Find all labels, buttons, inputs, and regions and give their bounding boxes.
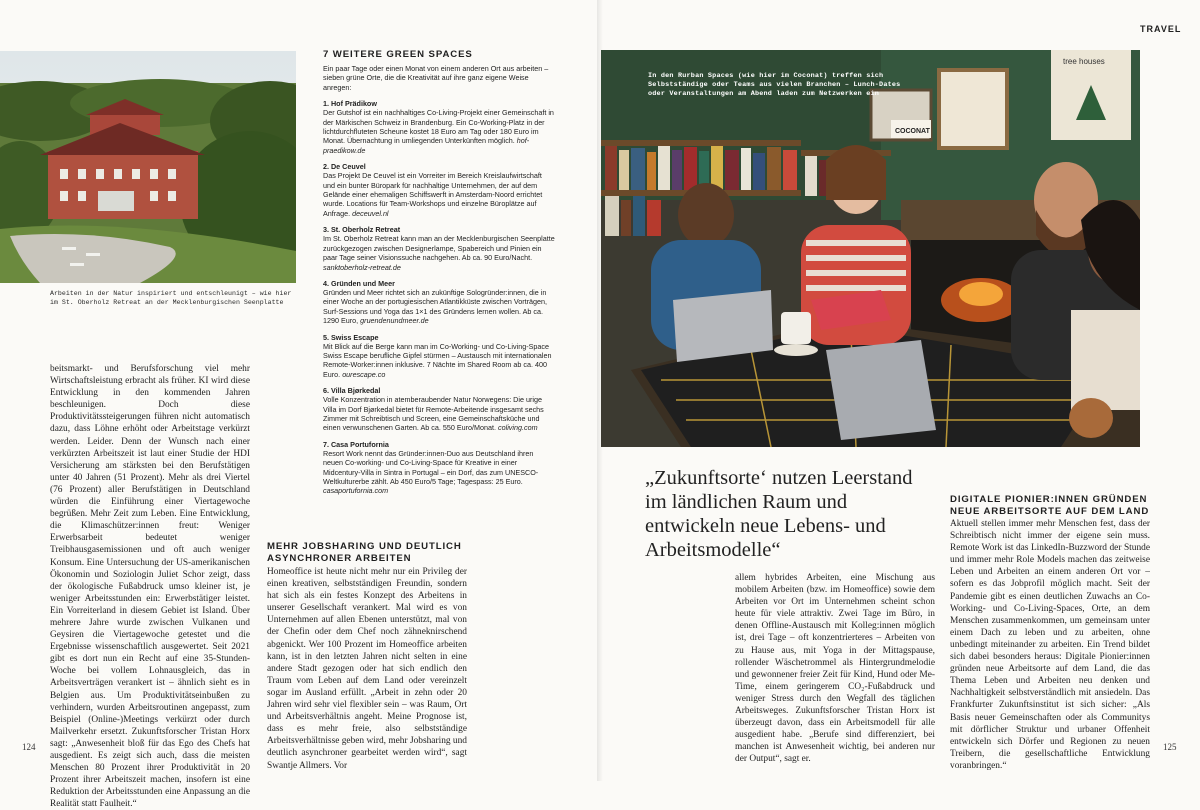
left-photo <box>0 51 296 283</box>
green-space-body: Gründen und Meer richtet sich an zukünftige Sologründer:innen, die in einer Woche an der portugiesischen Atlantikküste zwischen Vorträgen, Surf-Sessions und Yoga das 1×1 des Gründens lernen wollen. Ab ca. 1290 Euro, <box>323 287 548 326</box>
right-photo <box>601 50 1140 447</box>
green-space-item <box>323 386 555 433</box>
green-spaces-intro: Ein paar Tage oder einen Monat von einem anderen Ort aus arbeiten – sieben grüne Orte, die die Kreativität auf ihre ganz eigene Weise anregen: <box>323 64 549 92</box>
jobsharing-body: Homeoffice ist heute nicht mehr nur ein Privileg der einen kreativen, selbstständigen Freundin, sondern hat sich als ein festes Konzept des Arbeitens in unserer Gesellschaft verankert. Mal wird es von Unternehmen auf allen Ebenen unterstützt, mal von der Chefin oder dem Chef noch zähneknirschend abgenickt. Wer 100 Prozent im Homeoffice arbeiten kann, ist in den letzten Jahren nicht selten in eine andere Stadt gezogen oder hat sich endlich den Traum vom Leben auf dem Land oder vereinzelt sogar im Ausland erfüllt. „Arbeit in zehn oder 20 Jahren wird sehr viel flexibler sein – was Raum, Ort und Arbeitsverhältnis angeht. Meine Prognose ist, dass es mehr freie, also selbstständige Arbeitsverhältnisse geben wird, mehr Jobsharing und deutlich asynchroner gearbeitet werden wird“, sagt Swantje Allmers. Vor <box>267 567 467 771</box>
green-space-link[interactable]: coliving.com <box>498 423 538 433</box>
tree-houses-poster-text: tree houses <box>1063 57 1105 66</box>
green-space-body: Der Gutshof ist ein nachhaltiges Co-Living-Projekt einer Gemeinschaft in der Märkischen Schweiz in Brandenburg. Ein Co-Working-Platz in der lichtdurchfluteten Scheune kostet 18 Euro am Tag oder 180 Euro im Monat. Übernachtung in umliegenden Unterkünften möglich. <box>323 108 554 146</box>
green-space-description <box>323 449 555 496</box>
page-number-right: 125 <box>1163 742 1177 752</box>
left-photo-caption: Arbeiten in der Natur inspiriert und entschleunigt – wie hier im St. Oberholz Retreat an der Mecklenburgischen Seenplatte <box>50 290 292 306</box>
green-spaces-box <box>323 49 555 503</box>
green-space-title: 2. De Ceuvel <box>323 162 366 172</box>
green-space-title: 4. Gründen und Meer <box>323 278 395 288</box>
pull-quote: „Zukunftsorte‘ nutzen Leerstand im ländlichen Raum und entwickeln neue Lebens- und Arbeitsmodelle“ <box>645 467 913 561</box>
jobsharing-heading: MEHR JOBSHARING UND DEUTLICH ASYNCHRONER ARBEITEN <box>267 541 462 564</box>
green-space-body: Das Projekt De Ceuvel ist ein Vorreiter im Bereich Kreislaufwirtschaft und ein bunter Büropark für nachhaltige Unternehmen, der auf dem Gelände einer ehemaligen Schiffswerft in Amsterdam-Noord errichtet wurde. Locations für Team-Workshops und einzelne Büroplätze auf Anfrage. <box>323 171 543 218</box>
green-space-description <box>323 171 555 218</box>
green-space-body: Mit Blick auf die Berge kann man im Co-Working- und Co-Living-Space Swiss Escape berufliche Gipfel stürmen – Austausch mit internationalen Remote-Worker:innen inklusive. 7 Nächte im Shared Room ab ca. 400 Euro. <box>323 341 552 379</box>
green-space-body: Resort Work nennt das Gründer:innen-Duo aus Deutschland ihren neuen Co-working- und Co-Living-Space für Kreative in einer Midcentury-Villa in Sintra in Portugal – ein Dorf, das zum UNESCO-Weltkulturerbe zählt. Ab 450 Euro/5 Tage; Tagespass: 25 Euro. <box>323 448 539 486</box>
green-space-item <box>323 162 555 218</box>
green-spaces-heading: 7 WEITERE GREEN SPACES <box>323 49 473 60</box>
coconat-card-text: COCONAT <box>895 128 930 135</box>
green-space-body: Volle Konzentration in atemberaubender Natur Norwegens: Die urige Villa im Dorf Bjørkedal bietet für Remote-Arbeitende insgesamt sechs Zimmer mit Schreibtisch und Screen, eine Gemeinschaftsküche und einen verwunschenen Garten. Ab ca. 550 Euro/Monat. <box>323 395 544 433</box>
green-space-description <box>323 342 555 380</box>
green-space-item <box>323 225 555 272</box>
green-space-link[interactable]: deceuvel.nl <box>352 208 389 218</box>
green-space-title: 1. Hof Prädikow <box>323 99 377 109</box>
green-space-link[interactable]: ourescape.co <box>342 369 386 379</box>
green-space-link[interactable]: hof-praedikow.de <box>323 136 530 155</box>
green-space-description <box>323 395 555 433</box>
right-middle-text: allem hybrides Arbeiten, eine Mischung aus mobilem Arbeiten (bzw. im Homeoffice) sowie dem Arbeiten vor Ort im Unternehmen scheint schon heute für viele attraktiv. Zwei Tage im Büro, in denen Offline-Austausch mit Kolleg:innen möglich ist, drei Tage – oft konzentrierteres – Arbeiten von zu Hause aus, mit Yoga in der Mittagspause, rollender Wäschetrommel als Hintergrundmelodie und gewonnener freier Zeit für Kind, Hund oder Me-Time, einem geringerem CO₂-Fußabdruck und weniger Stress durch den Wegfall des täglichen Arbeitsweges. Zukunftsforscher Tristan Horx ist überzeugt davon, dass ein Arbeitsmodell für alle ausgedient habe. „Berufe sind differenziert, bei manchen ist Anwesenheit wichtig, bei anderen nur der Output“, sagt er. <box>735 573 935 765</box>
green-space-title: 5. Swiss Escape <box>323 332 379 342</box>
green-space-description <box>323 288 555 326</box>
green-space-description <box>323 108 555 155</box>
page-number-left: 124 <box>22 742 36 752</box>
coworking-scene-illustration <box>601 50 1140 447</box>
green-space-description <box>323 234 555 272</box>
digital-pioneers-heading: DIGITALE PIONIER:INNEN GRÜNDEN NEUE ARBEITSORTE AUF DEM LAND <box>950 494 1150 517</box>
green-space-title: 7. Casa Portufornia <box>323 439 389 449</box>
green-space-link[interactable]: casaportufornia.com <box>323 486 389 496</box>
green-space-title: 3. St. Oberholz Retreat <box>323 225 401 235</box>
green-space-item <box>323 440 555 496</box>
right-photo-caption: In den Rurban Spaces (wie hier im Coconat) treffen sich Selbstständige oder Teams aus vielen Branchen – Lunch-Dates oder Veranstaltungen am Abend laden zum Netzwerken ein <box>648 72 901 98</box>
digital-pioneers-body: Aktuell stellen immer mehr Menschen fest, dass der Schreibtisch nicht immer der eigene sein muss. Remote Work ist das LinkedIn-Buzzword der Stunde und immer mehr Role Models machen das zeitweise Leben und Arbeiten an einem anderen Ort vor – sofern es das Jobprofil möglich macht. Seit der Pandemie gibt es einen deutlichen Zuwachs an Co-Working- und Co-Living-Spaces, Orte, an dem Menschen zusammenkommen, um gemeinsam unter einem Dach zu leben und zu arbeiten, ohne unbedingt miteinander zu arbeiten. Ein Trend bildet sich dabei besonders heraus: Digitale Pionier:innen gründen neue Arbeitsorte auf dem Land, die das Thema Leben und Arbeiten neu denken und Nachhaltigkeit selbstverständlich mit ansiedeln. Das Frankfurter Zukunftsinstitut ist sich sicher: „Als Basis neuer Gemeinschaften oder als Communitys mit dörflicher Struktur und urbaner Offenheit entwickeln sich Dörfer und Regionen zu neuen Treibern, die gesellschaftliche Entwicklung voranbringen.“ <box>950 519 1150 771</box>
section-label: TRAVEL <box>1140 24 1182 34</box>
farmhouse-illustration <box>0 51 296 283</box>
green-space-item <box>323 333 555 380</box>
green-spaces-list <box>323 99 555 496</box>
green-space-item <box>323 99 555 155</box>
green-space-body: Im St. Oberholz Retreat kann man an der Mecklenburgischen Seenplatte zurückgezogen zwischen Designerlampe, Spabereich und Pinien ein paar Tage seiner Visionssuche nachgehen. Ab ca. 90 Euro/Nacht. <box>323 234 555 263</box>
green-space-link[interactable]: gruendenundmeer.de <box>360 316 429 326</box>
left-column-text: beitsmarkt- und Berufsforschung viel mehr Wirtschaftsleistung erbracht als früher. KI wird diese Entwicklung in den kommenden Jahren beschleunigen. Doch diese Produktivitätssteigerungen führen nicht automatisch dazu, dass Löhne erhöht oder Arbeitstage verkürzt werden. Leider. Denn der Wunsch nach einer verkürzten Arbeitszeit ist laut einer Studie der HDI Versicherung am stärksten bei den Berufstätigen unter 40 Jahren (51 Prozent). Mehr als drei Viertel (76 Prozent) aller Berufstätigen in Deutschland würden die Einführung einer Viertagewoche begrüßen. Mehr Zeit zum Leben. Eine Entwicklung, die Klimaschützer:innen freut: Weniger Erwerbsarbeit bedeutet weniger Treibhausgasemissionen und oft auch weniger Konsum. Eine Untersuchung der US-amerikanischen Ökonomin und Soziologin Juliet Schor zeigt, dass der ökologische Fußabdruck umso kleiner ist, je weniger Arbeitsstunden ein: Erwerbstätiger leistet. Ein Vorreiterland in diesem Gebiet ist Island. Über mehrere Jahre wurde zwischen Vulkanen und Geysiren die Viertagewoche getestet und die Ergebnisse wissenschaftlich ausgewertet. Seit 2021 gibt es dort nun ein Recht auf eine 35-Stunden-Woche bei vollem Lohnausgleich, das in Arbeitsverträgen verankert ist – ähnlich sieht es in Belgien aus. Um Produktivitätseinbußen zu verhindern, wurden Arbeitsroutinen angepasst, zum Beispiel (Online-)Meetings verkürzt oder durch Mailverkehr ersetzt. Zukunftsforscher Tristan Horx sagt: „Anwesenheit bloß für das Ego des Chefs hat ausgedient. Es zeigt sich auch, dass die meisten Menschen 80 Prozent ihrer Produktivität in 20 Prozent ihrer Arbeitszeit machen, insofern ist eine Reduktion der Arbeitsstunden eine Anpassung an die Realität statt Faulheit.“ <box>50 364 250 810</box>
green-space-link[interactable]: sanktoberholz-retreat.de <box>323 262 401 272</box>
green-space-title: 6. Villa Bjørkedal <box>323 386 381 396</box>
green-space-item <box>323 279 555 326</box>
